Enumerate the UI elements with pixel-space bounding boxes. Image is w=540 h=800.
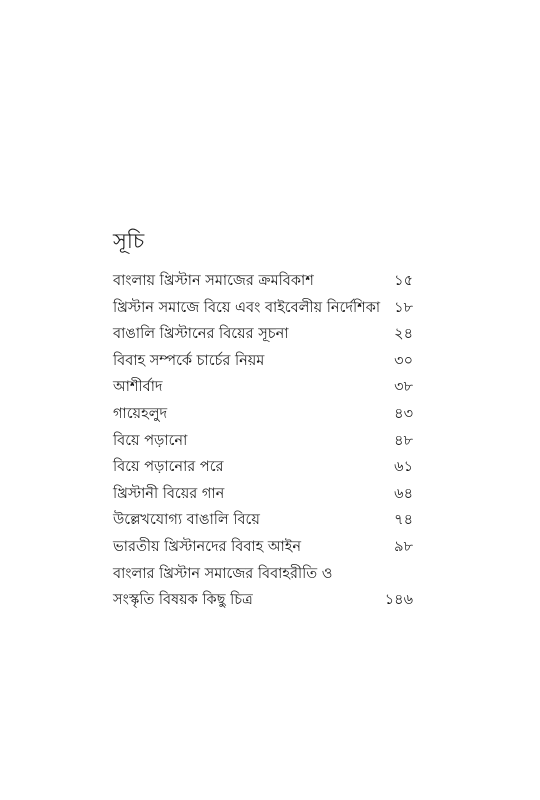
toc-entry <box>113 348 413 375</box>
toc-entry-title <box>113 428 368 455</box>
toc-entry-title-line: বিয়ে পড়ানো <box>113 432 188 449</box>
toc-entry-title-line: গায়েহলুদ <box>113 405 168 422</box>
toc-entry-title <box>113 534 368 561</box>
toc-entry <box>113 401 413 428</box>
toc-entry <box>113 507 413 534</box>
toc-entry <box>113 321 413 348</box>
toc-entry-title <box>113 481 368 508</box>
toc-entry-page-number: ১৪৬ <box>384 592 413 609</box>
toc-entry-page-number: ৩৮ <box>394 379 413 396</box>
toc-entry-title <box>113 374 368 401</box>
toc-entry <box>113 534 413 561</box>
toc-entry-title <box>113 561 368 614</box>
toc-entry-title <box>113 348 368 375</box>
toc-entry-title <box>113 321 368 348</box>
toc-entry-title-line: খ্রিস্টানী বিয়ের গান <box>113 485 225 502</box>
toc-entry-title-line: বাঙালি খ্রিস্টানের বিয়ের সূচনা <box>113 326 289 343</box>
toc-entry <box>113 268 413 295</box>
toc-entry-title-line: বাংলায় খ্রিস্টান সমাজের ক্রমবিকাশ <box>113 273 314 289</box>
toc-entry-title-line: বিয়ে পড়ানোর পরে <box>113 459 224 476</box>
toc-entry-title-line: বাংলার খ্রিস্টান সমাজের বিবাহরীতি ও <box>113 565 333 582</box>
toc-entry-title-line: উল্লেখযোগ্য বাঙালি বিয়ে <box>113 512 260 529</box>
toc-entry-page-number: ১৫ <box>394 273 413 289</box>
toc-entry-page-number: ৬৪ <box>394 485 413 502</box>
toc-heading: সূচি <box>113 229 145 253</box>
toc-entry-page-number: ৪৩ <box>394 405 413 422</box>
toc-entry-title-line: সংস্কৃতি বিষয়ক কিছু চিত্র <box>113 592 253 609</box>
toc-entry-title-line: খ্রিস্টান সমাজে বিয়ে এবং বাইবেলীয় নির্দেশিকা <box>113 299 381 316</box>
toc-entry <box>113 454 413 481</box>
toc-entry-title <box>113 295 381 322</box>
toc-entry <box>113 295 413 322</box>
toc-entry-page-number: ৪৮ <box>394 432 413 449</box>
toc-entry-page-number: ২৪ <box>394 326 413 343</box>
toc-entry <box>113 561 413 614</box>
toc-entry <box>113 428 413 455</box>
toc-entry-title-line: বিবাহ সম্পর্কে চার্চের নিয়ম <box>113 352 265 369</box>
toc-entry-page-number: ৩০ <box>394 352 413 369</box>
toc-entry-page-number: ৬১ <box>394 459 413 476</box>
toc-entry-title <box>113 401 368 428</box>
toc-list <box>113 268 413 614</box>
toc-entry <box>113 481 413 508</box>
toc-entry-title-line: আশীর্বাদ <box>113 379 163 396</box>
toc-entry-title-line: ভারতীয় খ্রিস্টানদের বিবাহ আইন <box>113 538 301 555</box>
toc-entry-title <box>113 507 368 534</box>
toc-entry-page-number: ৭৪ <box>394 512 413 529</box>
toc-entry <box>113 374 413 401</box>
toc-entry-page-number: ৯৮ <box>394 538 413 555</box>
toc-entry-page-number: ১৮ <box>394 299 413 316</box>
toc-entry-title <box>113 454 368 481</box>
toc-entry-title <box>113 268 368 295</box>
